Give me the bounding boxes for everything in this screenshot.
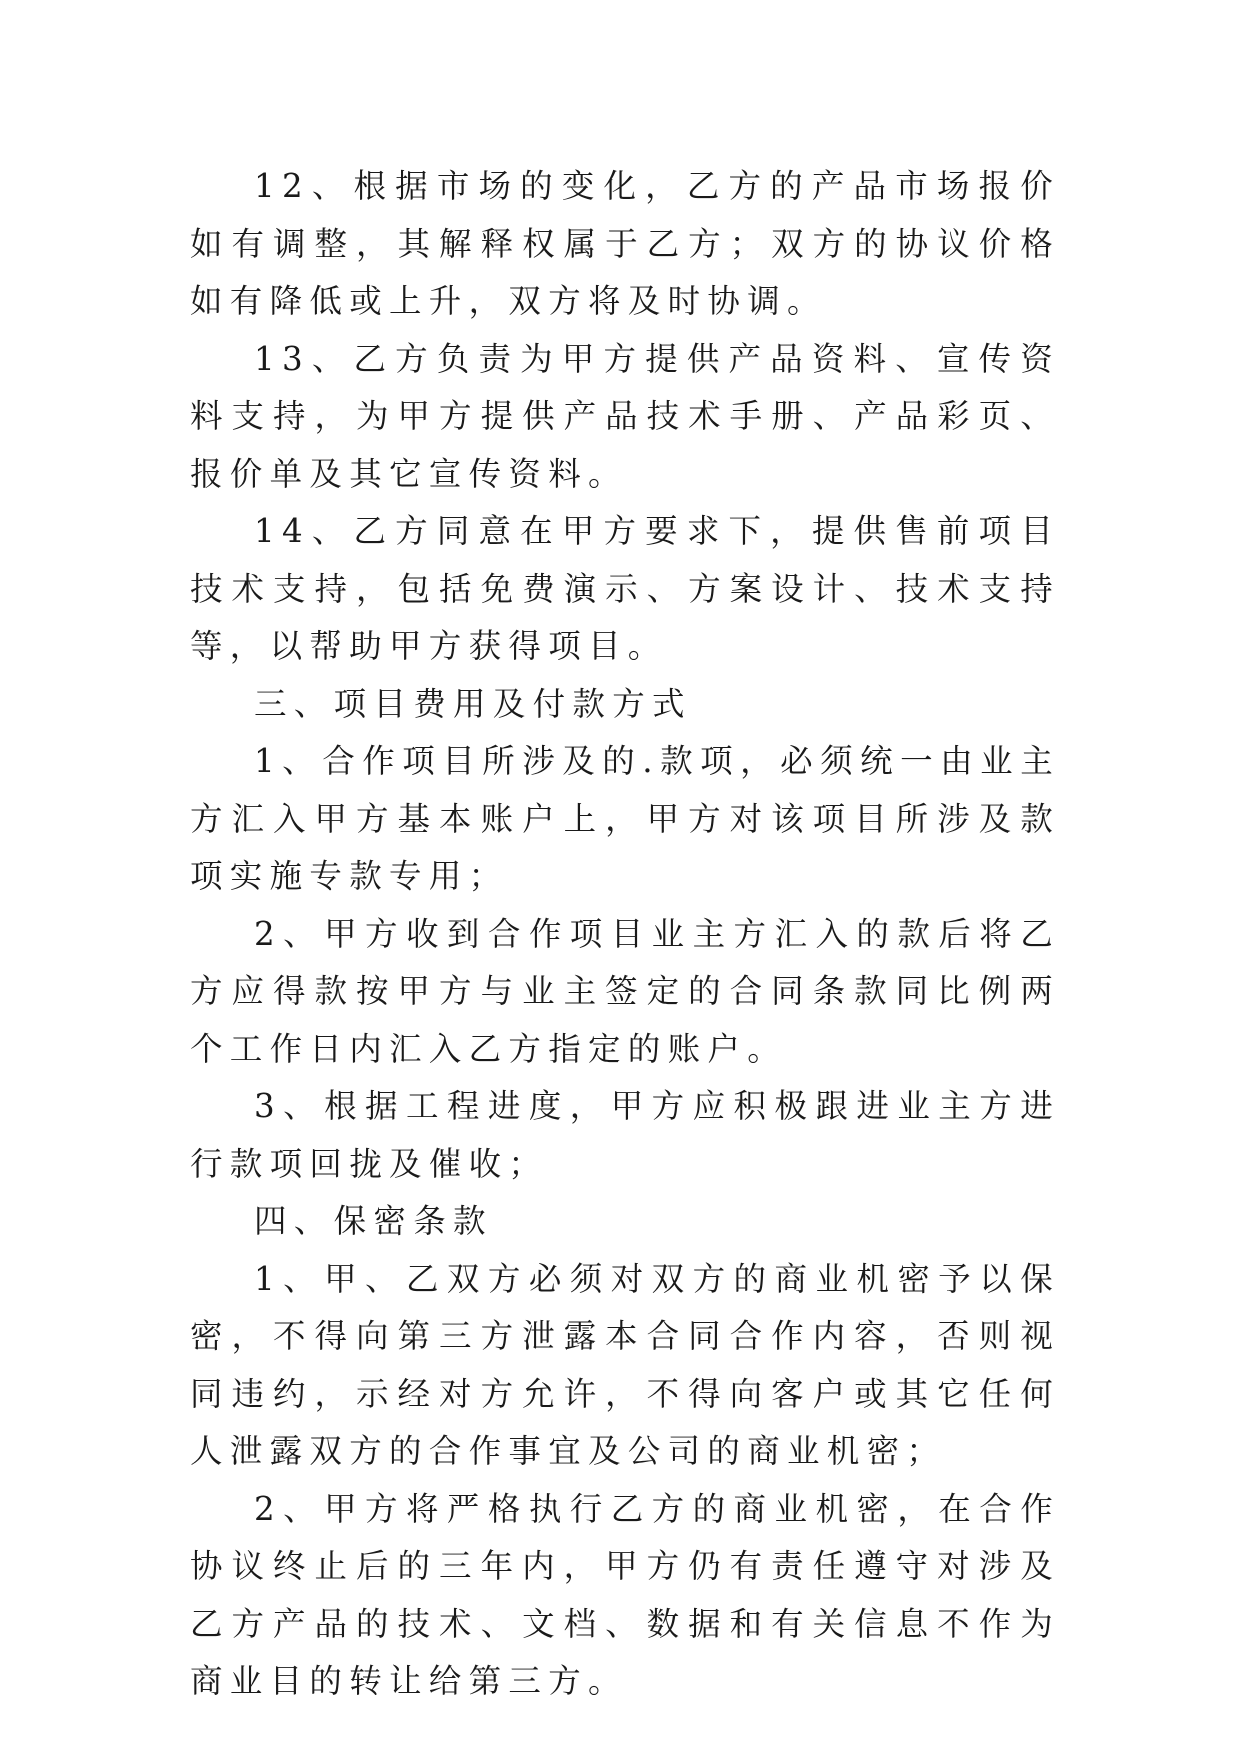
clause-14: 14、乙方同意在甲方要求下，提供售前项目技术支持，包括免费演示、方案设计、技术支持等，以帮助甲方获得项目。 <box>190 512 1060 665</box>
section-heading-payment: 三、项目费用及付款方式 <box>254 684 692 723</box>
confidentiality-clause-1: 1、甲、乙双方必须对双方的商业机密予以保密，不得向第三方泄露本合同合作内容，否则视同违约，示经对方允许，不得向客户或其它任何人泄露双方的合作事宜及公司的商业机密； <box>190 1259 1060 1470</box>
confidentiality-clause-2: 2、甲方将严格执行乙方的商业机密，在合作协议终止后的三年内，甲方仍有责任遵守对涉及乙方产品的技术、文档、数据和有关信息不作为商业目的转让给第三方。 <box>190 1489 1060 1700</box>
payment-clause-2: 2、甲方收到合作项目业主方汇入的款后将乙方应得款按甲方与业主签定的合同条款同比例两个工作日内汇入乙方指定的账户。 <box>190 914 1060 1068</box>
clause-13: 13、乙方负责为甲方提供产品资料、宣传资料支持，为甲方提供产品技术手册、产品彩页、报价单及其它宣传资料。 <box>190 339 1060 493</box>
payment-clause-1: 1、合作项目所涉及的.款项，必须统一由业主方汇入甲方基本账户上，甲方对该项目所涉及款项实施专款专用； <box>190 742 1060 895</box>
payment-clause-3: 3、根据工程进度，甲方应积极跟进业主方进行款项回拢及催收； <box>190 1087 1060 1183</box>
section-heading-confidentiality: 四、保密条款 <box>254 1202 493 1240</box>
document-body <box>190 158 1060 1711</box>
clause-12: 12、根据市场的变化，乙方的产品市场报价如有调整，其解释权属于乙方；双方的协议价格如有降低或上升，双方将及时协调。 <box>190 167 1060 320</box>
